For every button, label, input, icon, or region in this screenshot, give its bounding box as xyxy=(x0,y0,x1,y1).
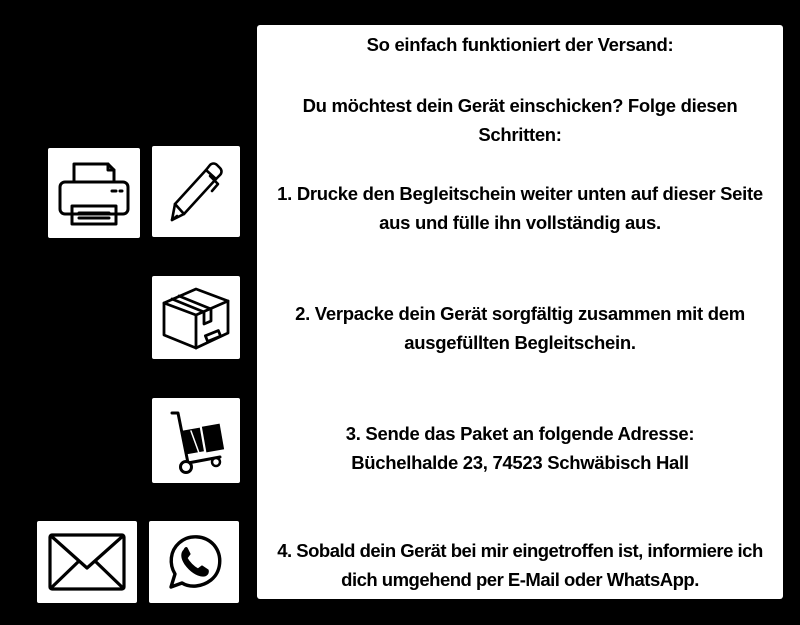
step-2-line-2: ausgefüllten Begleitschein. xyxy=(404,332,636,353)
pen-tile xyxy=(152,146,240,237)
step-1-line-1: 1. Drucke den Begleitschein weiter unten auf dieser Seite xyxy=(277,183,763,204)
package-tile xyxy=(152,276,240,359)
panel-title xyxy=(257,30,783,59)
step-3-line-1: 3. Sende das Paket an folgende Adresse: xyxy=(345,423,695,444)
envelope-icon xyxy=(47,532,127,592)
step-3-line-2: Büchelhalde 23, 74523 Schwäbisch Hall xyxy=(351,452,689,473)
panel-title-text: So einfach funktioniert der Versand: xyxy=(366,34,674,55)
package-box-icon xyxy=(160,285,232,351)
printer-tile xyxy=(48,148,140,238)
whatsapp-tile xyxy=(149,521,239,603)
envelope-tile xyxy=(37,521,137,603)
step-4-line-1: 4. Sobald dein Gerät bei mir eingetroffen ist, informiere ich xyxy=(277,540,763,561)
step-3 xyxy=(257,419,783,477)
intro-line-2: Schritten: xyxy=(478,124,562,145)
pen-icon xyxy=(166,158,226,226)
hand-truck-icon xyxy=(164,407,228,475)
panel-intro xyxy=(257,91,783,149)
step-2-line-1: 2. Verpacke dein Gerät sorgfältig zusammen mit dem xyxy=(295,303,745,324)
step-1-line-2: aus und fülle ihn vollständig aus. xyxy=(379,212,661,233)
hand-truck-tile xyxy=(152,398,240,483)
step-1 xyxy=(257,179,783,237)
instructions-panel xyxy=(257,25,783,599)
printer-icon xyxy=(56,158,132,228)
step-2 xyxy=(257,299,783,357)
step-4 xyxy=(257,536,783,594)
intro-line-1: Du möchtest dein Gerät einschicken? Folge diesen xyxy=(302,95,738,116)
whatsapp-icon xyxy=(161,529,227,595)
step-4-line-2: dich umgehend per E-Mail oder WhatsApp. xyxy=(341,569,699,590)
